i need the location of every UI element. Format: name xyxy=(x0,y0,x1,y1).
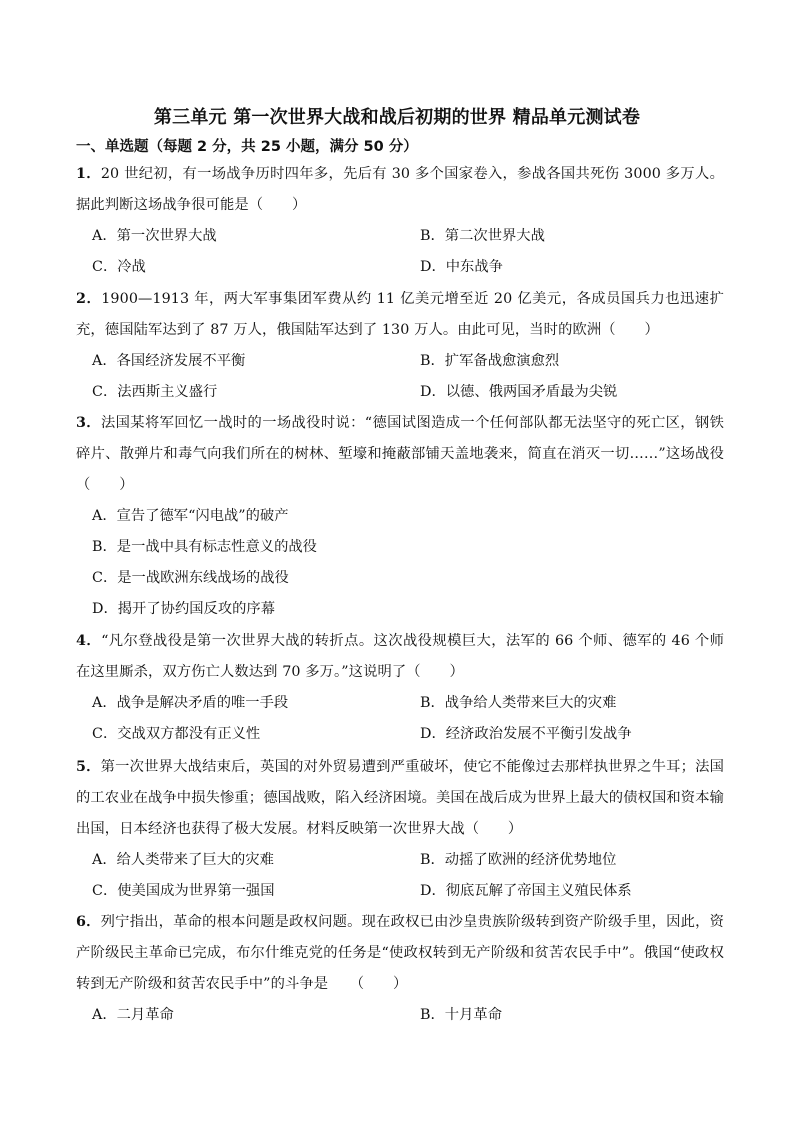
option-b[interactable]: B．扩军备战愈演愈烈 xyxy=(420,353,560,369)
option-b[interactable]: B．是一战中具有标志性意义的战役 xyxy=(92,539,317,555)
question-text: 20 世纪初，有一场战争历时四年多，先后有 30 多个国家卷入，参战各国共死伤 3000 多万人。据此判断这场战争很可能是（ ） xyxy=(76,166,724,213)
option-a[interactable]: A．各国经济发展不平衡 xyxy=(92,353,246,369)
question-number: 3． xyxy=(76,415,101,431)
options-grid xyxy=(92,221,724,283)
options-list xyxy=(92,501,724,625)
options-grid xyxy=(92,688,724,750)
question-text: “凡尔登战役是第一次世界大战的转折点。这次战役规模巨大，法军的 66 个师、德军的 46 个师在这里厮杀，双方伤亡人数达到 70 多万。”这说明了（ ） xyxy=(76,633,724,680)
section-heading: 一、单选题（每题 2 分，共 25 小题，满分 50 分） xyxy=(76,139,418,155)
option-c[interactable]: C．是一战欧洲东线战场的战役 xyxy=(92,570,289,586)
question-number: 4． xyxy=(76,633,102,649)
question-text: 第一次世界大战结束后，英国的对外贸易遭到严重破坏，使它不能像过去那样执世界之牛耳；法国的工农业在战争中损失惨重；德国战败，陷入经济困境。美国在战后成为世界上最大的债权国和资本输出国，日本经济也获得了极大发展。材料反映第一次世界大战（ ） xyxy=(76,759,724,837)
question-number: 5． xyxy=(76,759,101,775)
option-b[interactable]: B．动摇了欧洲的经济优势地位 xyxy=(420,852,617,868)
question-5 xyxy=(76,752,724,907)
question-number: 6． xyxy=(76,914,101,930)
options-grid xyxy=(92,346,724,408)
options-grid xyxy=(92,845,724,907)
question-stem xyxy=(76,159,724,221)
question-stem xyxy=(76,284,724,346)
option-b[interactable]: B．第二次世界大战 xyxy=(420,228,545,244)
option-c[interactable]: C．使美国成为世界第一强国 xyxy=(92,883,275,899)
option-b[interactable]: B．战争给人类带来巨大的灾难 xyxy=(420,695,617,711)
option-d[interactable]: D．中东战争 xyxy=(420,259,503,275)
question-stem xyxy=(76,907,724,1000)
option-a[interactable]: A．给人类带来了巨大的灾难 xyxy=(92,852,274,868)
question-4 xyxy=(76,626,724,750)
question-2 xyxy=(76,284,724,408)
question-number: 2． xyxy=(76,291,102,307)
options-grid xyxy=(92,1000,724,1031)
question-number: 1． xyxy=(76,166,101,182)
option-d[interactable]: D．经济政治发展不平衡引发战争 xyxy=(420,726,632,742)
option-d[interactable]: D．彻底瓦解了帝国主义殖民体系 xyxy=(420,883,632,899)
question-text: 法国某将军回忆一战时的一场战役时说：“德国试图造成一个任何部队都无法坚守的死亡区，钢铁碎片、散弹片和毒气向我们所在的树林、堑壕和掩蔽部铺天盖地袭来，简直在消灭一切……”这场战役（ ） xyxy=(76,415,724,493)
option-d[interactable]: D．以德、俄两国矛盾最为尖锐 xyxy=(420,384,618,400)
option-a[interactable]: A．宣告了德军“闪电战”的破产 xyxy=(92,508,289,524)
question-1 xyxy=(76,159,724,283)
question-text: 列宁指出，革命的根本问题是政权问题。现在政权已由沙皇贵族阶级转到资产阶级手里，因此，资产阶级民主革命已完成，布尔什维克党的任务是“使政权转到无产阶级和贫苦农民手中”。俄国“使政权转到无产阶级和贫苦农民手中”的斗争是 （ ） xyxy=(76,914,724,992)
question-stem xyxy=(76,752,724,845)
question-stem xyxy=(76,626,724,688)
option-a[interactable]: A．第一次世界大战 xyxy=(92,228,217,244)
question-3 xyxy=(76,408,724,625)
question-stem xyxy=(76,408,724,501)
question-text: 1900—1913 年，两大军事集团军费从约 11 亿美元增至近 20 亿美元，各成员国兵力也迅速扩充，德国陆军达到了 87 万人，俄国陆军达到了 130 万人。由此可见，当时的欧洲（ ） xyxy=(76,291,724,338)
option-c[interactable]: C．法西斯主义盛行 xyxy=(92,384,218,400)
option-a[interactable]: A．二月革命 xyxy=(92,1007,174,1023)
option-a[interactable]: A．战争是解决矛盾的唯一手段 xyxy=(92,695,289,711)
option-c[interactable]: C．交战双方都没有正义性 xyxy=(92,726,261,742)
option-c[interactable]: C．冷战 xyxy=(92,259,146,275)
page-title: 第三单元 第一次世界大战和战后初期的世界 精品单元测试卷 xyxy=(153,107,641,128)
option-b[interactable]: B．十月革命 xyxy=(420,1007,502,1023)
option-d[interactable]: D．揭开了协约国反攻的序幕 xyxy=(92,601,276,617)
question-6 xyxy=(76,907,724,1031)
